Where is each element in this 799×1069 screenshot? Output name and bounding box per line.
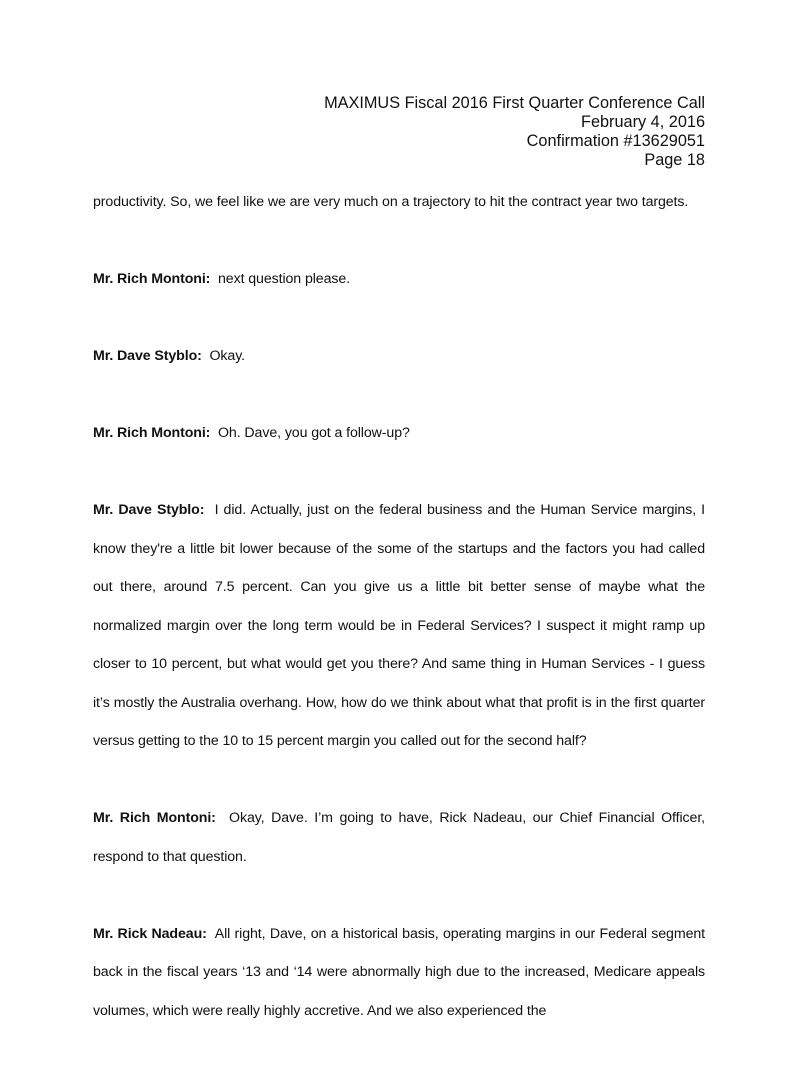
- transcript-paragraph: [93, 337, 705, 376]
- transcript-body: [93, 183, 705, 1069]
- confirmation-number: Confirmation #13629051: [526, 132, 705, 150]
- transcript-paragraph: [93, 183, 705, 222]
- paragraph-text: next question please.: [218, 271, 350, 287]
- transcript-paragraph: [93, 414, 705, 453]
- speaker-name: Mr. Rich Montoni:: [93, 271, 211, 287]
- page-header: [324, 94, 705, 170]
- page-number: Page 18: [644, 151, 705, 169]
- paragraph-text: I did. Actually, just on the federal business and the Human Service margins, I know they're a little bit lower because of the some of the startups and the factors you had called out there, around 7.5 percent. Can you give us a little bit better sense of maybe what the normalized margin over the long term would be in Federal Services? I suspect it might ramp up closer to 10 percent, but what would get you there? And same thing in Human Services - I guess it’s mostly the Australia overhang. How, how do we think about what that profit is in the first quarter versus getting to the 10 to 15 percent margin you called out for the second half?: [93, 502, 706, 749]
- speaker-name: Mr. Dave Styblo:: [93, 348, 202, 364]
- speaker-name: Mr. Rick Nadeau:: [93, 925, 207, 942]
- speaker-name: Mr. Rich Montoni:: [93, 425, 211, 441]
- paragraph-text: Okay, Dave. I’m going to have, Rick Nadeau, our Chief Financial Officer, respond to that question.: [93, 810, 705, 865]
- speaker-name: Mr. Rich Montoni:: [93, 810, 216, 826]
- paragraph-text: productivity. So, we feel like we are very much on a trajectory to hit the contract year two targets.: [93, 194, 689, 210]
- transcript-paragraph: [93, 491, 705, 761]
- transcript-paragraph: [93, 799, 705, 876]
- speaker-name: Mr. Dave Styblo:: [93, 502, 205, 518]
- transcript-paragraph: [93, 260, 705, 299]
- document-title: MAXIMUS Fiscal 2016 First Quarter Conference Call: [324, 94, 705, 112]
- transcript-paragraph: [93, 915, 705, 1031]
- paragraph-text: Oh. Dave, you got a follow-up?: [218, 425, 410, 441]
- paragraph-text: Okay.: [209, 348, 245, 364]
- document-date: February 4, 2016: [581, 113, 705, 131]
- paragraph-text: All right, Dave, on a historical basis, operating margins in our Federal segment back in the fiscal years ‘13 and ‘14 were abnormally high due to the increased, Medicare appeals volumes, which were really highly accretive. And we also experienced the: [93, 925, 705, 1019]
